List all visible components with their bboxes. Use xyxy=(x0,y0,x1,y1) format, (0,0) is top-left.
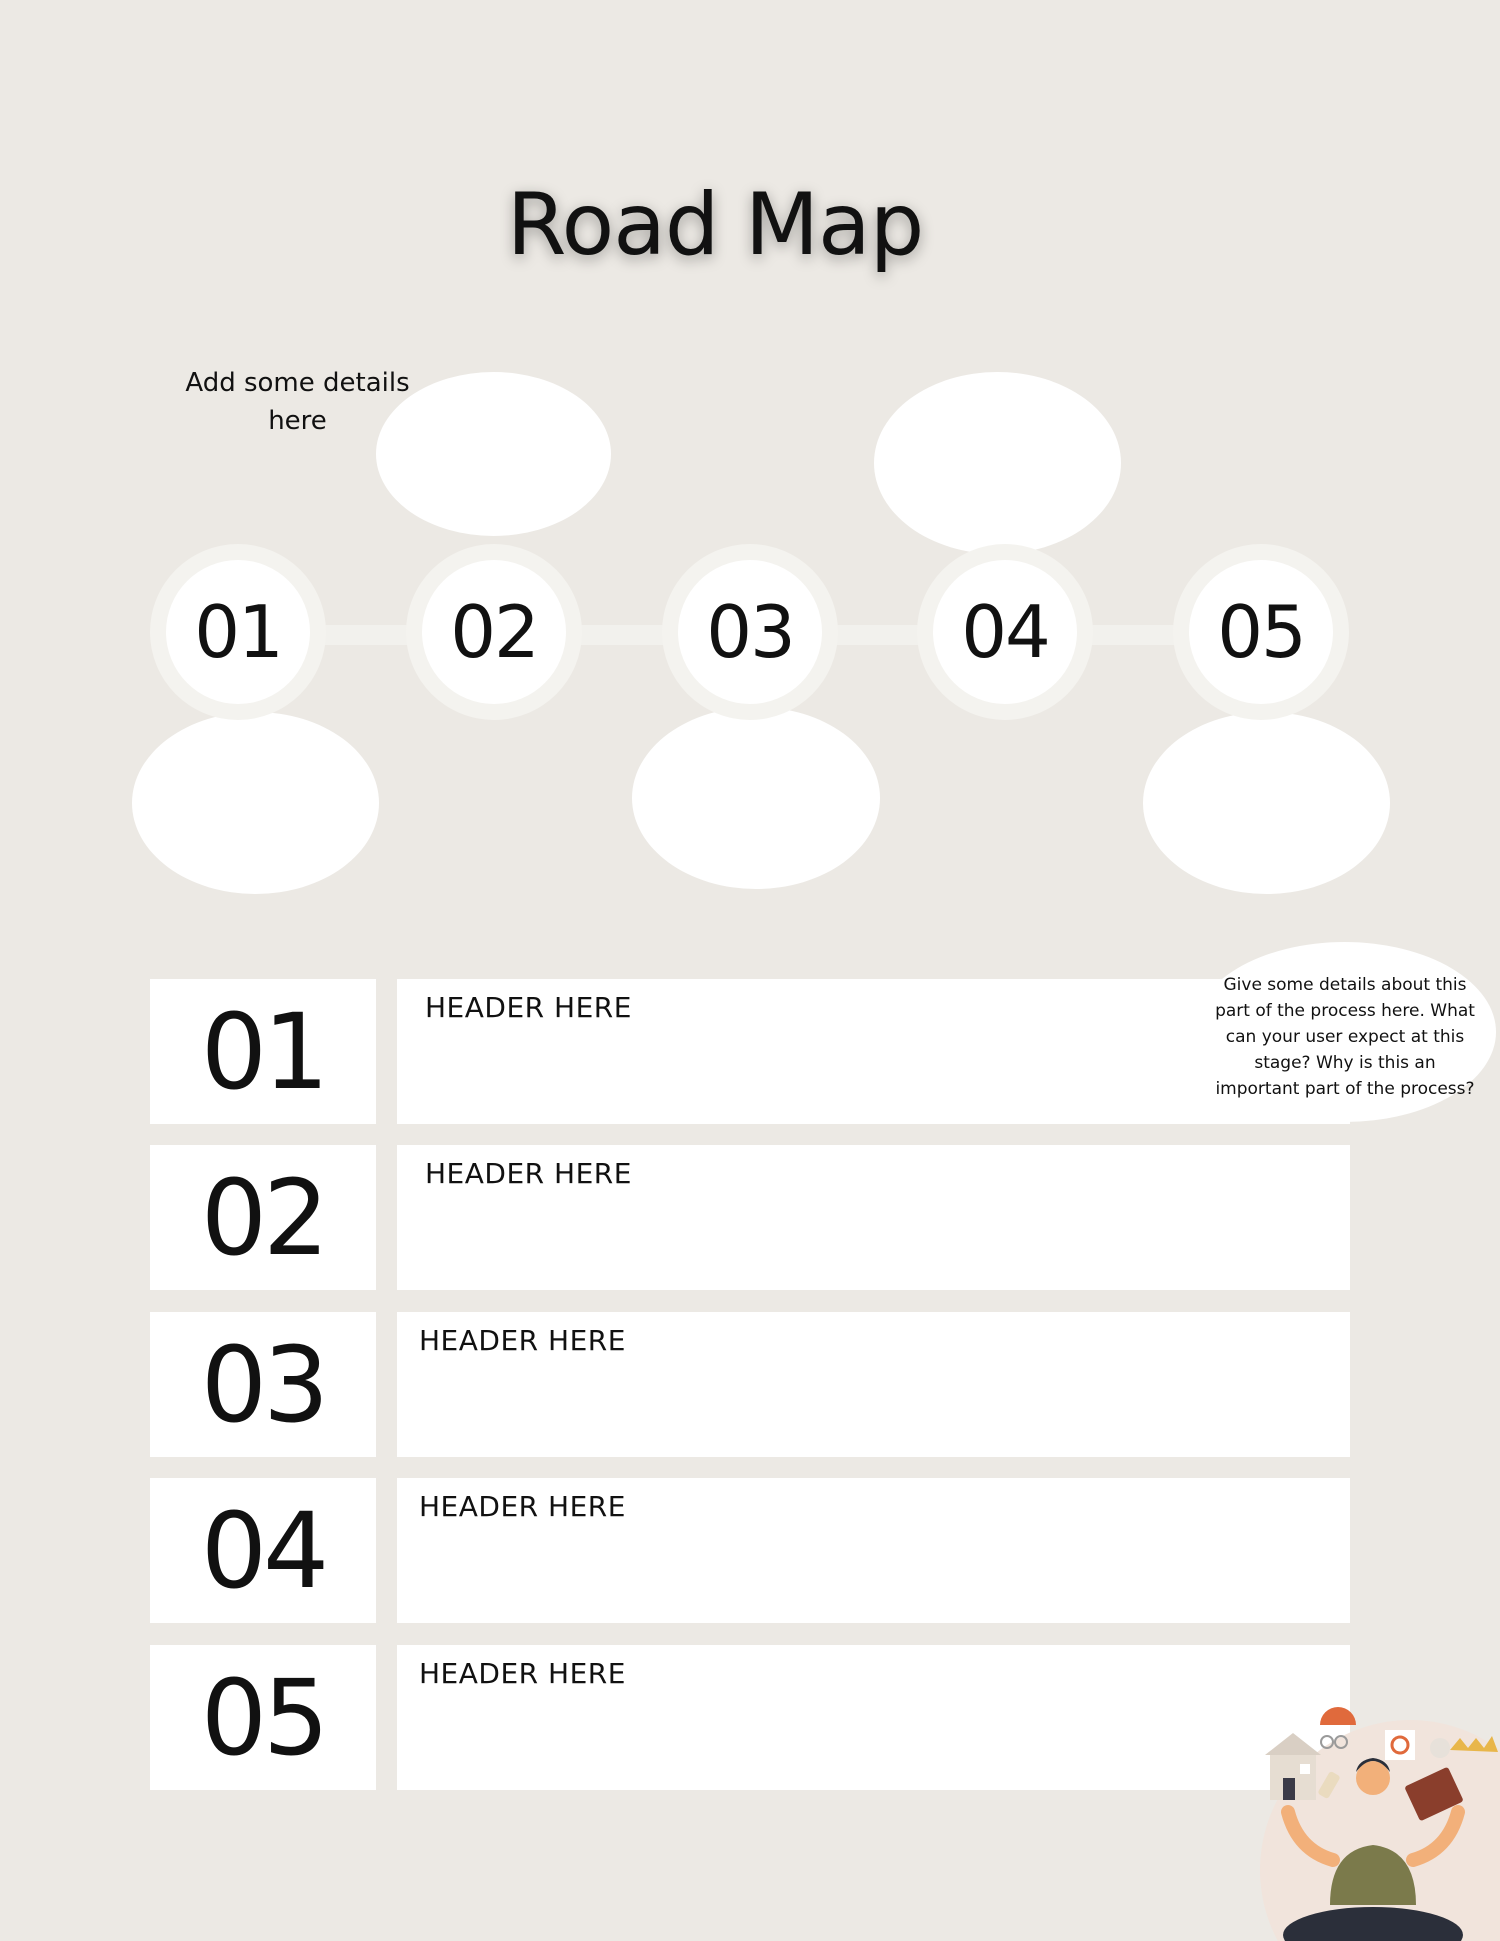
section-header[interactable]: HEADER HERE xyxy=(425,991,632,1024)
callout-text: Give some details about this part of the process here. What can your user expect at this stage? Why is this an important part of the process? xyxy=(1215,975,1475,1099)
timeline-step-label: 03 xyxy=(678,560,822,704)
detail-bubble-bottom-05[interactable] xyxy=(1143,712,1390,894)
section-header[interactable]: HEADER HERE xyxy=(419,1324,626,1357)
meditating-person-illustration xyxy=(1245,1700,1500,1941)
section-number-03: 03 xyxy=(150,1312,376,1457)
timeline-step-label: 05 xyxy=(1189,560,1333,704)
timeline-step-05[interactable] xyxy=(1173,544,1349,720)
detail-bubble-top-02[interactable] xyxy=(376,372,611,536)
section-card-04[interactable] xyxy=(397,1478,1350,1623)
timeline-step-04[interactable] xyxy=(917,544,1093,720)
page-title: Road Map xyxy=(506,175,924,275)
section-number-04: 04 xyxy=(150,1478,376,1623)
detail-bubble-bottom-03[interactable] xyxy=(632,707,880,889)
section-number-05: 05 xyxy=(150,1645,376,1790)
section-card-05[interactable] xyxy=(397,1645,1350,1790)
section-header[interactable]: HEADER HERE xyxy=(419,1657,626,1690)
detail-bubble-top-04[interactable] xyxy=(874,372,1121,554)
detail-note: Add some details here xyxy=(185,368,410,436)
timeline-step-label: 04 xyxy=(933,560,1077,704)
timeline-step-03[interactable] xyxy=(662,544,838,720)
section-header[interactable]: HEADER HERE xyxy=(425,1157,632,1190)
timeline-step-label: 02 xyxy=(422,560,566,704)
section-number-01: 01 xyxy=(150,979,376,1124)
section-card-02[interactable] xyxy=(397,1145,1350,1290)
callout-bubble[interactable] xyxy=(1193,942,1496,1122)
timeline-step-01[interactable] xyxy=(150,544,326,720)
detail-bubble-bottom-01[interactable] xyxy=(132,712,379,894)
timeline-step-02[interactable] xyxy=(406,544,582,720)
timeline-step-label: 01 xyxy=(166,560,310,704)
section-header[interactable]: HEADER HERE xyxy=(419,1490,626,1523)
section-card-03[interactable] xyxy=(397,1312,1350,1457)
section-number-02: 02 xyxy=(150,1145,376,1290)
